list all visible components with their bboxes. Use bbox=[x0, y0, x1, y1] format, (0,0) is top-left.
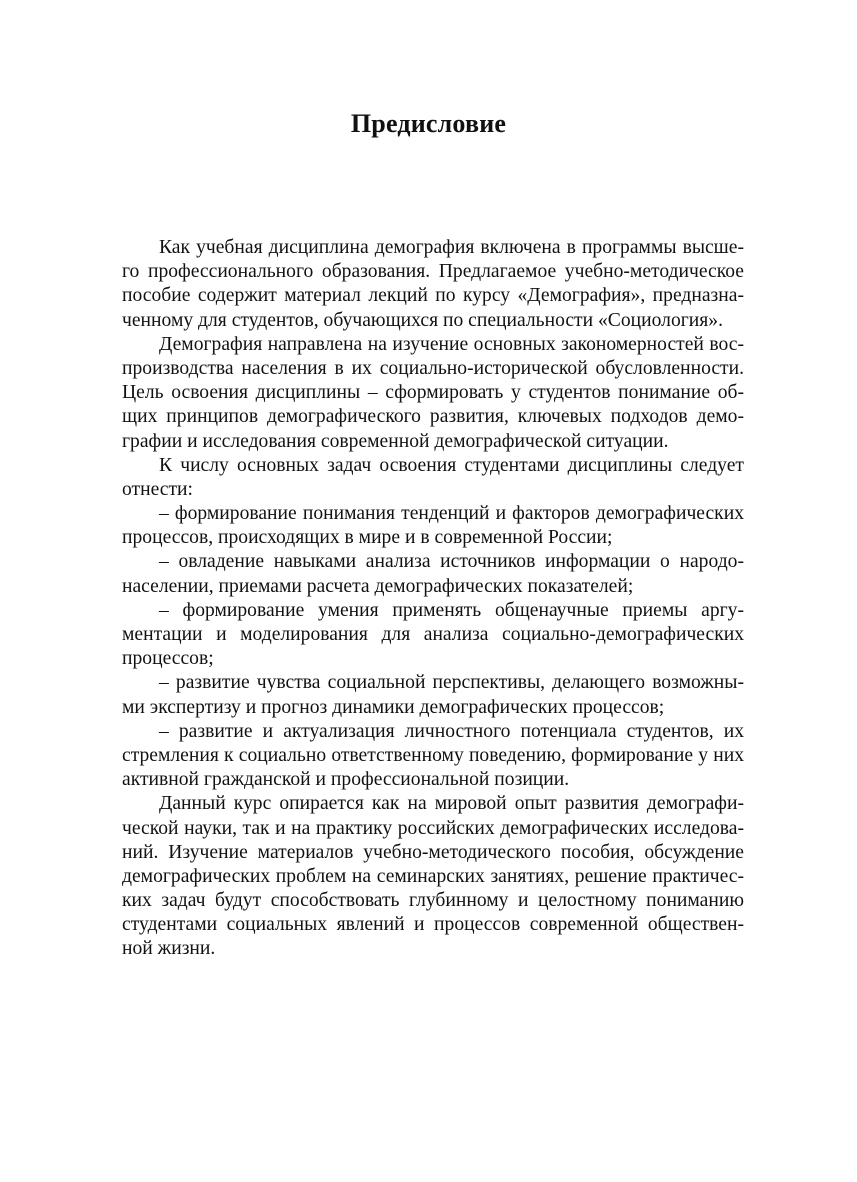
text-line: отнести: bbox=[122, 478, 193, 500]
text-line: ми экспертизу и прогноз динамики демографических процессов; bbox=[122, 696, 665, 718]
text-line: го профессионального образования. Предлагаемое учебно-методическое bbox=[122, 261, 744, 283]
text-line: Как учебная дисциплина демография включена в программы высше- bbox=[159, 237, 744, 258]
text-line: графии и исследования современной демографической ситуации. bbox=[122, 430, 669, 452]
text-line: пособие содержит материал лекций по курсу «Демография», предназна- bbox=[122, 285, 744, 307]
text-line: населении, приемами расчета демографических показателей; bbox=[122, 575, 634, 597]
text-line: Цель освоения дисциплины – сформировать у студентов понимание об- bbox=[122, 382, 744, 404]
text-line: – развитие и актуализация личностного потенциала студентов, их bbox=[159, 720, 744, 742]
text-line: ний. Изучение материалов учебно-методического пособия, обсуждение bbox=[122, 841, 744, 863]
text-line: – формирование понимания тенденций и факторов демографических bbox=[159, 503, 744, 525]
text-line: – формирование умения применять общенаучные приемы аргу- bbox=[159, 599, 744, 621]
text-line: Данный курс опирается как на мировой опыт развития демографи- bbox=[159, 793, 744, 815]
text-line: студентами социальных явлений и процессов современной обществен- bbox=[122, 914, 744, 936]
text-line: ких задач будут способствовать глубинному и целостному пониманию bbox=[122, 890, 744, 912]
text-line: – развитие чувства социальной перспективы, делающего возможны- bbox=[159, 672, 744, 694]
preface-body bbox=[122, 236, 744, 962]
text-line: процессов, происходящих в мире и в современной России; bbox=[122, 527, 613, 549]
text-line: демографических проблем на семинарских занятиях, решение практичес- bbox=[122, 865, 744, 887]
text-line: производства населения в их социально-исторической обусловленности. bbox=[122, 357, 744, 379]
page-title: Предисловие bbox=[350, 109, 507, 138]
text-line: ментации и моделирования для анализа социально-демографических bbox=[122, 624, 744, 645]
text-line: Демография направлена на изучение основных закономерностей вос- bbox=[159, 333, 744, 355]
text-line: – овладение навыками анализа источников информации о народо- bbox=[159, 551, 744, 573]
text-line: ческой науки, так и на практику российских демографических исследова- bbox=[122, 817, 744, 839]
text-line: активной гражданской и профессиональной позиции. bbox=[122, 769, 570, 791]
text-line: процессов; bbox=[122, 648, 214, 670]
text-line: стремления к социально ответственному поведению, формирование у них bbox=[122, 744, 744, 766]
text-line: ной жизни. bbox=[122, 938, 216, 960]
text-line: щих принципов демографического развития, ключевых подходов демо- bbox=[122, 406, 744, 428]
text-line: ченному для студентов, обучающихся по специальности «Социология». bbox=[122, 309, 723, 331]
text-line: К числу основных задач освоения студентами дисциплины следует bbox=[159, 454, 744, 476]
